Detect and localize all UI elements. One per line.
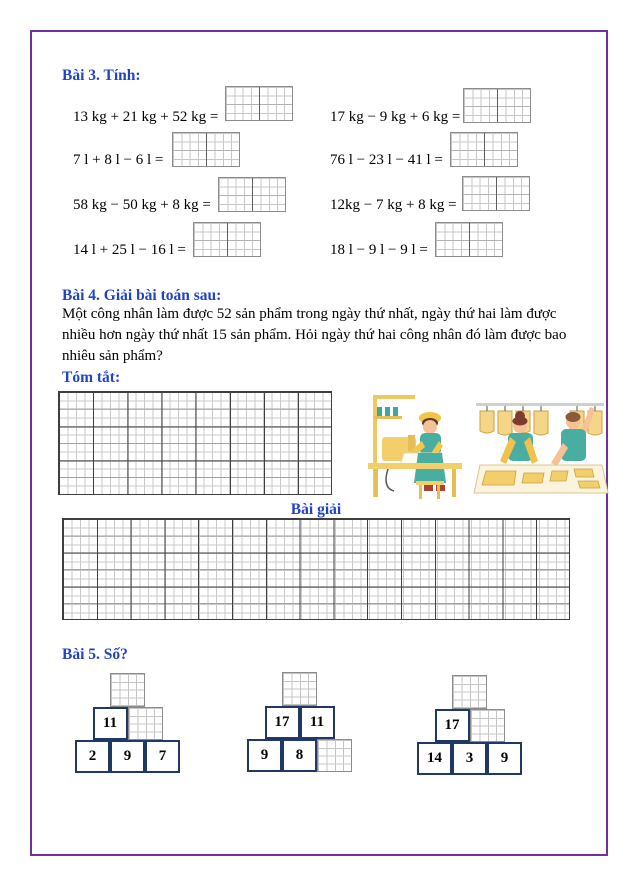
problem-text: Một công nhân làm được 52 sản phẩm trong ngày thứ nhất, ngày thứ hai làm được nhiều hơn ngày thứ nhất 15 sản phẩm. Hỏi ngày thứ hai công nhân đó làm được bao nhiêu sản phẩm? (62, 306, 567, 364)
equation: 12kg − 7 kg + 8 kg = (330, 197, 457, 213)
pyramid-cell: 7 (145, 740, 180, 773)
equation: 18 l − 9 l − 9 l = (330, 242, 428, 258)
pyramid-cell: 9 (247, 739, 282, 772)
pyramid-cell: 11 (300, 706, 335, 739)
pyramid-row (93, 707, 163, 740)
summary-writing-grid[interactable] (58, 391, 332, 495)
answer-grid[interactable] (225, 86, 293, 121)
pyramid-row (110, 673, 145, 707)
answer-grid[interactable] (450, 132, 518, 167)
pyramid-row (247, 739, 352, 772)
exercise3-title: Bài 3. Tính: (62, 67, 141, 84)
pyramid-empty-cell[interactable] (110, 673, 145, 707)
pyramid-row (75, 740, 180, 773)
pyramid-cell: 9 (487, 742, 522, 775)
workers-illustration (368, 389, 610, 501)
equation: 14 l + 25 l − 16 l = (73, 242, 186, 258)
pyramid-row (282, 672, 317, 706)
summary-label: Tóm tắt: (62, 369, 121, 386)
pyramid-empty-cell[interactable] (317, 739, 352, 772)
answer-grid[interactable] (463, 88, 531, 123)
equation: 76 l − 23 l − 41 l = (330, 152, 443, 168)
pyramid-cell: 8 (282, 739, 317, 772)
solution-label: Bài giải (290, 501, 342, 518)
answer-grid[interactable] (462, 176, 530, 211)
answer-grid[interactable] (172, 132, 240, 167)
equation: 7 l + 8 l − 6 l = (73, 152, 164, 168)
pyramid-3 (417, 675, 522, 775)
pyramid-cell: 2 (75, 740, 110, 773)
pyramid-empty-cell[interactable] (128, 707, 163, 740)
pyramid-2 (247, 672, 352, 772)
pyramid-row (417, 742, 522, 775)
pyramid-empty-cell[interactable] (282, 672, 317, 706)
equation: 17 kg − 9 kg + 6 kg = (330, 109, 461, 125)
pyramid-cell: 11 (93, 707, 128, 740)
answer-grid[interactable] (435, 222, 503, 257)
pyramid-cell: 14 (417, 742, 452, 775)
answer-grid[interactable] (218, 177, 286, 212)
equation: 58 kg − 50 kg + 8 kg = (73, 197, 211, 213)
exercise5-title: Bài 5. Số? (62, 646, 128, 663)
pyramid-cell: 17 (435, 709, 470, 742)
pyramid-1 (75, 673, 180, 773)
pyramid-row (265, 706, 335, 739)
pyramid-empty-cell[interactable] (452, 675, 487, 709)
exercise4-title: Bài 4. Giải bài toán sau: (62, 287, 222, 304)
pyramid-cell: 3 (452, 742, 487, 775)
answer-grid[interactable] (193, 222, 261, 257)
pyramid-empty-cell[interactable] (470, 709, 505, 742)
pyramid-row (435, 709, 505, 742)
pyramid-row (452, 675, 487, 709)
pyramid-cell: 17 (265, 706, 300, 739)
equation: 13 kg + 21 kg + 52 kg = (73, 109, 219, 125)
solution-writing-grid[interactable] (62, 518, 570, 620)
pyramid-cell: 9 (110, 740, 145, 773)
